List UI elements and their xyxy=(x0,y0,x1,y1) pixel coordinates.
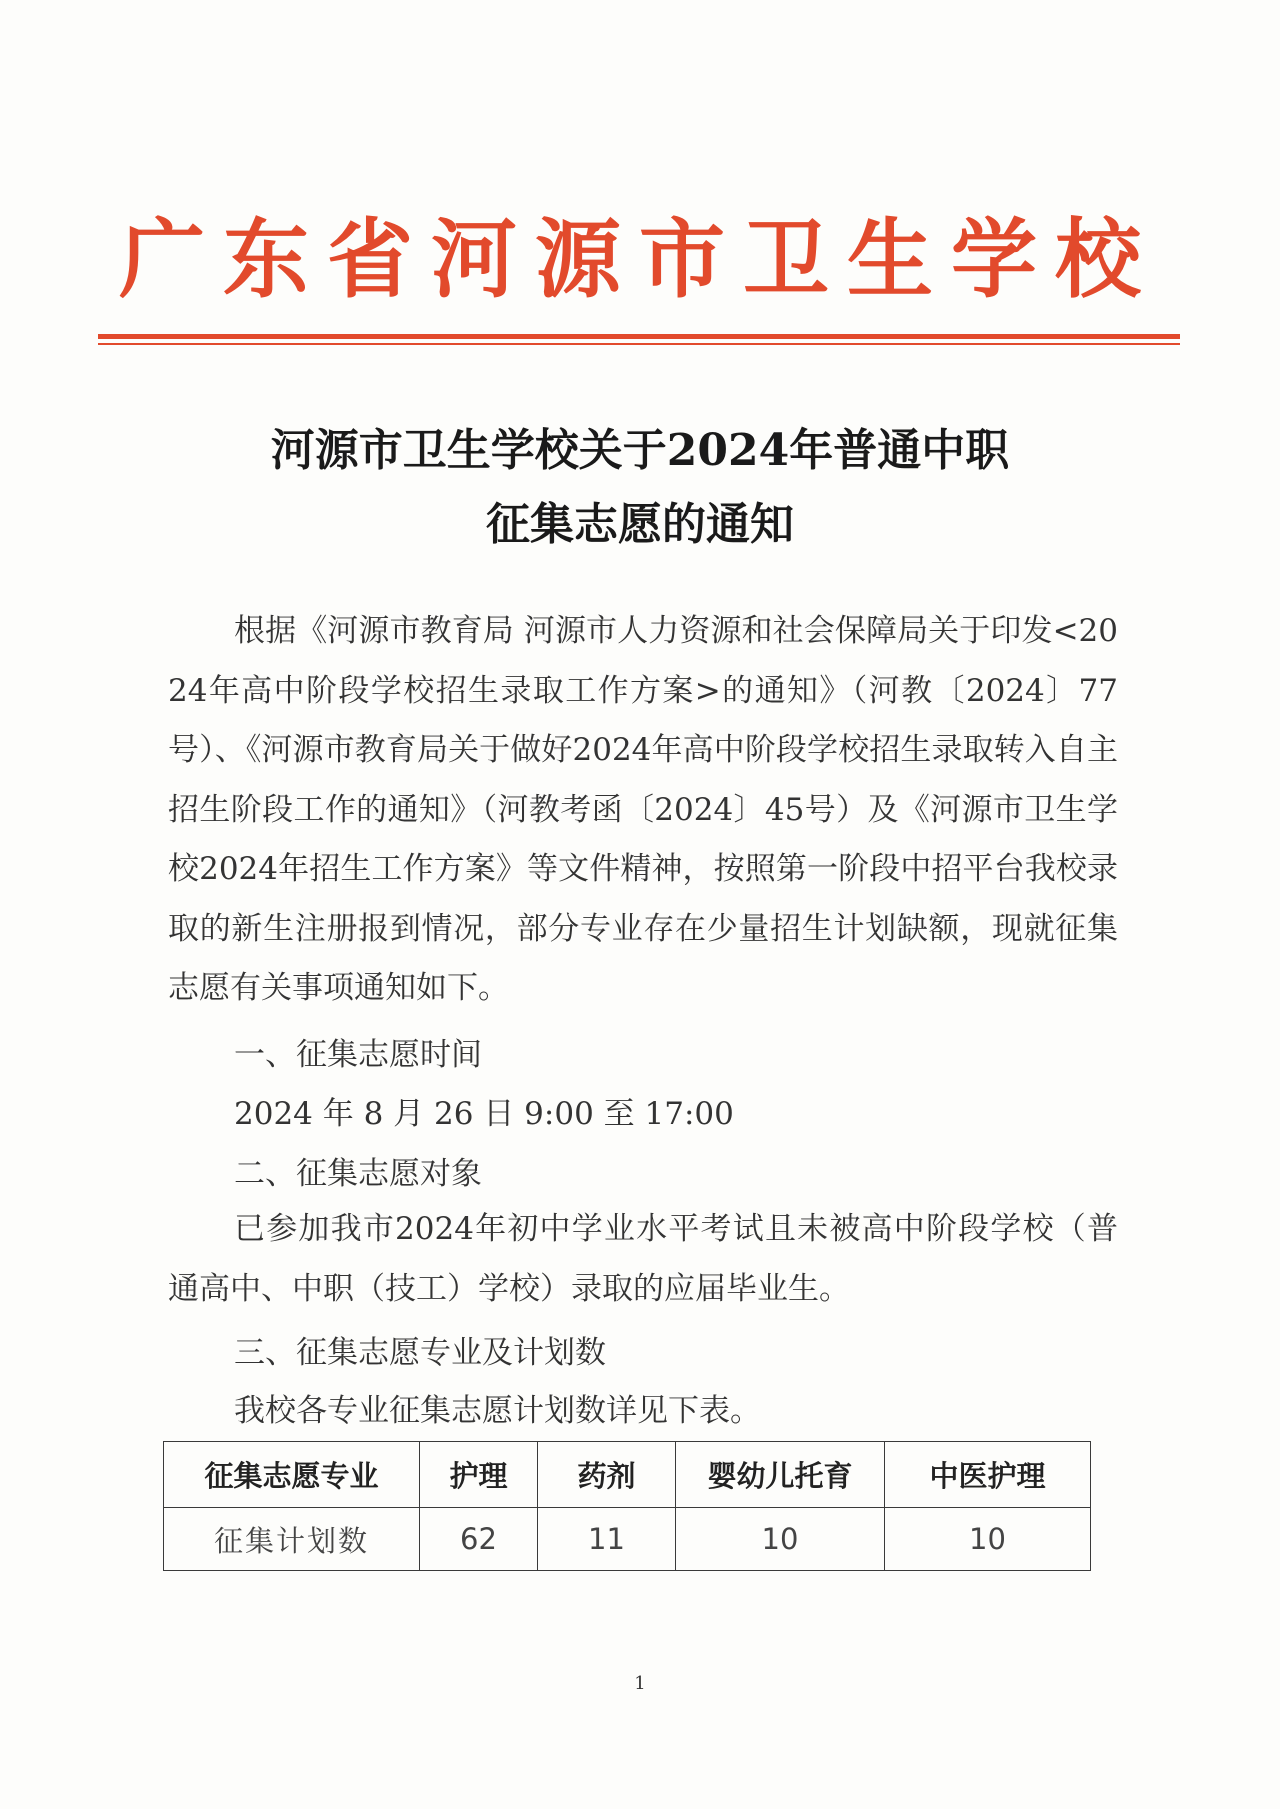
page-number: 1 xyxy=(634,1673,646,1694)
table-cell-count: 62 xyxy=(420,1508,538,1571)
document-title-line-1: 河源市卫生学校关于2024年普通中职 xyxy=(270,425,1010,476)
table-header-major: 婴幼儿托育 xyxy=(676,1442,885,1508)
letterhead-school-name: 广东省河源市卫生学校 xyxy=(119,210,1159,310)
table-row-label: 征集计划数 xyxy=(164,1508,420,1571)
section-content-time: 2024 年 8 月 26 日 9:00 至 17:00 xyxy=(234,1096,734,1132)
table-row xyxy=(164,1508,1091,1571)
section-heading-time: 一、征集志愿时间 xyxy=(234,1037,482,1073)
section-heading-target: 二、征集志愿对象 xyxy=(234,1156,482,1192)
intro-paragraph: 根据《河源市教育局 河源市人力资源和社会保障局关于印发<2024年高中阶段学校招生录取工作方案>的通知》（河教〔2024〕77号）、《河源市教育局关于做好2024年高中阶段学校招生录取转入自主招生阶段工作的通知》（河教考函〔2024〕45号）及《河源市卫生学校2024年招生工作方案》等文件精神，按照第一阶段中招平台我校录取的新生注册报到情况，部分专业存在少量招生计划缺额，现就征集志愿有关事项通知如下。 xyxy=(168,613,1118,1006)
table-header-label: 征集志愿专业 xyxy=(164,1442,420,1508)
section-content-target: 已参加我市2024年初中学业水平考试且未被高中阶段学校（普通高中、中职（技工）学校）录取的应届毕业生。 xyxy=(168,1211,1118,1307)
enrollment-plan-table xyxy=(163,1441,1091,1571)
table-header-major: 药剂 xyxy=(538,1442,676,1508)
letterhead-red-rule-thick xyxy=(98,334,1180,339)
table-header-row xyxy=(164,1442,1091,1508)
table-cell-count: 10 xyxy=(676,1508,885,1571)
table-cell-count: 11 xyxy=(538,1508,676,1571)
table-header-major: 护理 xyxy=(420,1442,538,1508)
section-heading-plan: 三、征集志愿专业及计划数 xyxy=(234,1335,606,1371)
table-cell-count: 10 xyxy=(885,1508,1091,1571)
document-title-line-2: 征集志愿的通知 xyxy=(486,499,794,550)
table-header-major: 中医护理 xyxy=(885,1442,1091,1508)
letterhead-red-rule-thin xyxy=(98,343,1180,345)
section-content-plan-intro: 我校各专业征集志愿计划数详见下表。 xyxy=(234,1393,761,1429)
